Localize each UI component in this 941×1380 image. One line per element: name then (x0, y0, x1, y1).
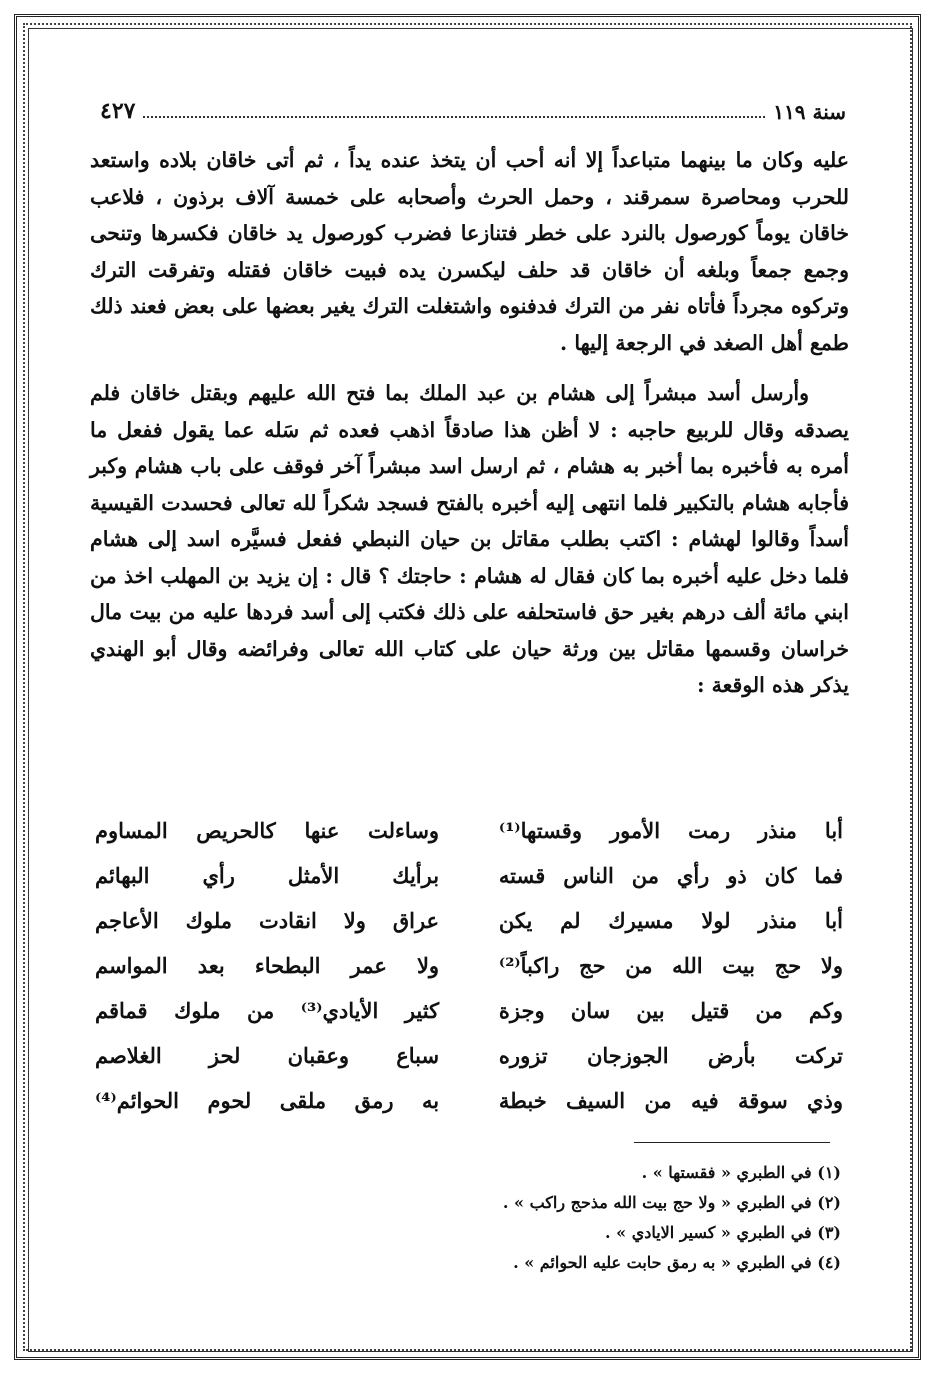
hemistich-first: فما كان ذو رأي من الناس قسته (498, 863, 843, 888)
poem-verse (95, 988, 843, 1033)
hemistich-second: كثير الأيادي⁽³⁾ من ملوك قماقم (95, 998, 440, 1023)
footnote-separator (634, 1142, 830, 1143)
footnotes (241, 1158, 841, 1278)
paragraph: وأرسل أسد مبشراً إلى هشام بن عبد الملك بما فتح الله عليهم وبقتل خاقان فلم يصدقه وقال للربيع حاجبه : لا أظن هذا صادقاً اذهب فعده ثم سَله عما يقول ففعل ما أمره به فأخبره بما أخبر به هشام ، ثم ارسل اسد مبشراً آخر فوقف على باب هشام وكبر فأجابه هشام بالتكبير فلما انتهى إليه أخبره بالفتح فسجد شكراً لله تعالى فحسدت القيسية أسداً وقالوا لهشام : اكتب بطلب مقاتل بن حيان النبطي ففعل فسيَّره اسد إلى هشام فلما دخل عليه أخبره بما كان فقال له هشام : حاجتك ؟ قال : إن يزيد بن المهلب اخذ من ابني مائة ألف درهم بغير حق فاستحلفه على ذلك فكتب إلى أسد فردها عليه من بيت مال خراسان وقسمها مقاتل بين ورثة حيان على كتاب الله تعالى وفرائضه وقال أبو الهندي يذكر هذه الوقعة : (90, 381, 849, 697)
hemistich-first: ولا حج بيت الله من حج راكباً⁽²⁾ (498, 953, 843, 978)
hemistich-first: تركت بأرض الجوزجان تزوره (498, 1043, 843, 1068)
hemistich-first: أبا منذر رمت الأمور وقستها⁽¹⁾ (498, 818, 843, 843)
poem-verse (95, 898, 843, 943)
hemistich-second: وساءلت عنها كالحريص المساوم (95, 818, 440, 843)
hemistich-first: وكم من قتيل بين سان وجزة (498, 998, 843, 1023)
poem-verse (95, 808, 843, 853)
paragraph: عليه وكان ما بينهما متباعداً إلا أنه أحب أن يتخذ عنده يداً ، ثم أتى خاقان بلاده واستعد للحرب ومحاصرة سمرقند ، وحمل الحرث وأصحابه على خمسة آلاف برذون ، فلاعب خاقان يوماً كورصول بالنرد على خطر فتنازعا فضرب كورصول يد خاقان فكسرها وتنحى وجمع جمعاً وبلغه أن خاقان قد حلف ليكسرن يده فبيت خاقان فقتله وتفرقت الترك وتركوه مجرداً فأتاه نفر من الترك فدفنوه واشتغلت الترك يغير بعضها على بعض فعند ذلك طمع أهل الصغد في الرجعة إليها . (90, 148, 849, 355)
hemistich-first: وذي سوقة فيه من السيف خبطة (498, 1088, 843, 1113)
page-number: ٤٢٧ (100, 98, 136, 124)
hemistich-second: عراق ولا انقادت ملوك الأعاجم (95, 908, 440, 933)
hemistich-second: ولا عمر البطحاء بعد المواسم (95, 953, 440, 978)
page-header (100, 90, 846, 124)
poem-verse (95, 1078, 843, 1123)
footnote: (٣) في الطبري « كسير الايادي » . (604, 1223, 841, 1242)
hemistich-second: برأيك الأمثل رأي البهائم (95, 863, 440, 888)
hemistich-second: سباع وعقبان لحز الغلاصم (95, 1043, 440, 1068)
poem-verse (95, 943, 843, 988)
poem-verse (95, 853, 843, 898)
header-dotted-leader (143, 116, 765, 118)
footnote: (١) في الطبري « فقستها » . (641, 1163, 841, 1182)
year-label: سنة ١١٩ (773, 100, 846, 124)
hemistich-first: أبا منذر لولا مسيرك لم يكن (498, 908, 843, 933)
footnote: (٤) في الطبري « به رمق حابت عليه الحوائم » . (513, 1253, 841, 1272)
poem-verse (95, 1033, 843, 1078)
hemistich-second: به رمق ملقى لحوم الحوائم⁽⁴⁾ (95, 1088, 440, 1113)
poem (95, 808, 843, 1123)
main-text (90, 142, 849, 704)
footnote: (٢) في الطبري « ولا حج بيت الله مذحج راكب » . (502, 1193, 841, 1212)
